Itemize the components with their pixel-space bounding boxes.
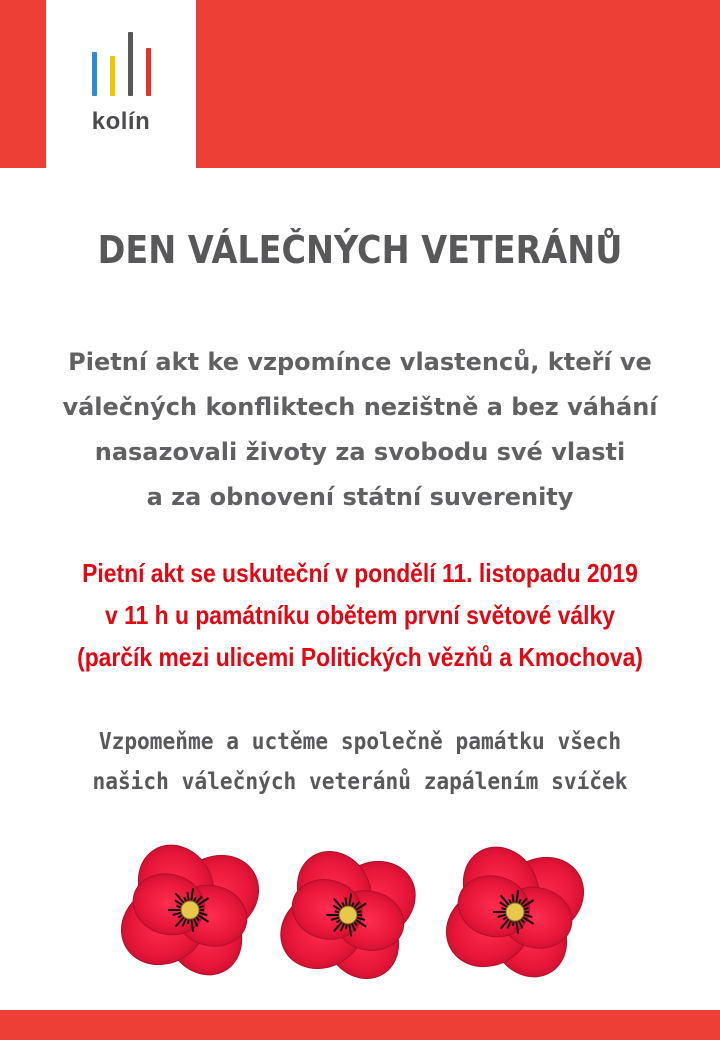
page-title: DEN VÁLEČNÝCH VETERÁNŮ [97, 228, 623, 272]
intro-line: válečných konfliktech nezištně a bez váhání [62, 393, 658, 421]
intro-paragraph [20, 340, 700, 520]
poppies-illustration [0, 830, 720, 1005]
bottom-red-band [0, 1010, 720, 1040]
closing-paragraph [0, 722, 720, 802]
kolin-logo [46, 0, 196, 168]
event-line: (parčík mezi ulicemi Politických vězňů a Kmochova) [77, 642, 643, 672]
poppy-flower-icon [267, 838, 430, 992]
intro-line: a za obnovení státní suverenity [146, 483, 574, 511]
poppy-flower-icon [107, 831, 273, 988]
logo-text: kolín [91, 108, 151, 135]
event-line: v 11 h u památníku obětem první světové války [105, 600, 615, 630]
outro-line: Vzpomeňme a uctěme společně památku všech [98, 729, 622, 755]
outro-line: našich válečných veteránů zapálením svíček [92, 769, 628, 795]
event-details [0, 552, 720, 678]
logo-bars-icon [88, 30, 158, 100]
intro-line: Pietní akt ke vzpomínce vlastenců, kteří ve [68, 348, 652, 376]
poppy-flower-icon [432, 833, 598, 990]
event-line: Pietní akt se uskuteční v pondělí 11. listopadu 2019 [82, 558, 638, 588]
intro-line: nasazovali životy za svobodu své vlasti [94, 438, 626, 466]
